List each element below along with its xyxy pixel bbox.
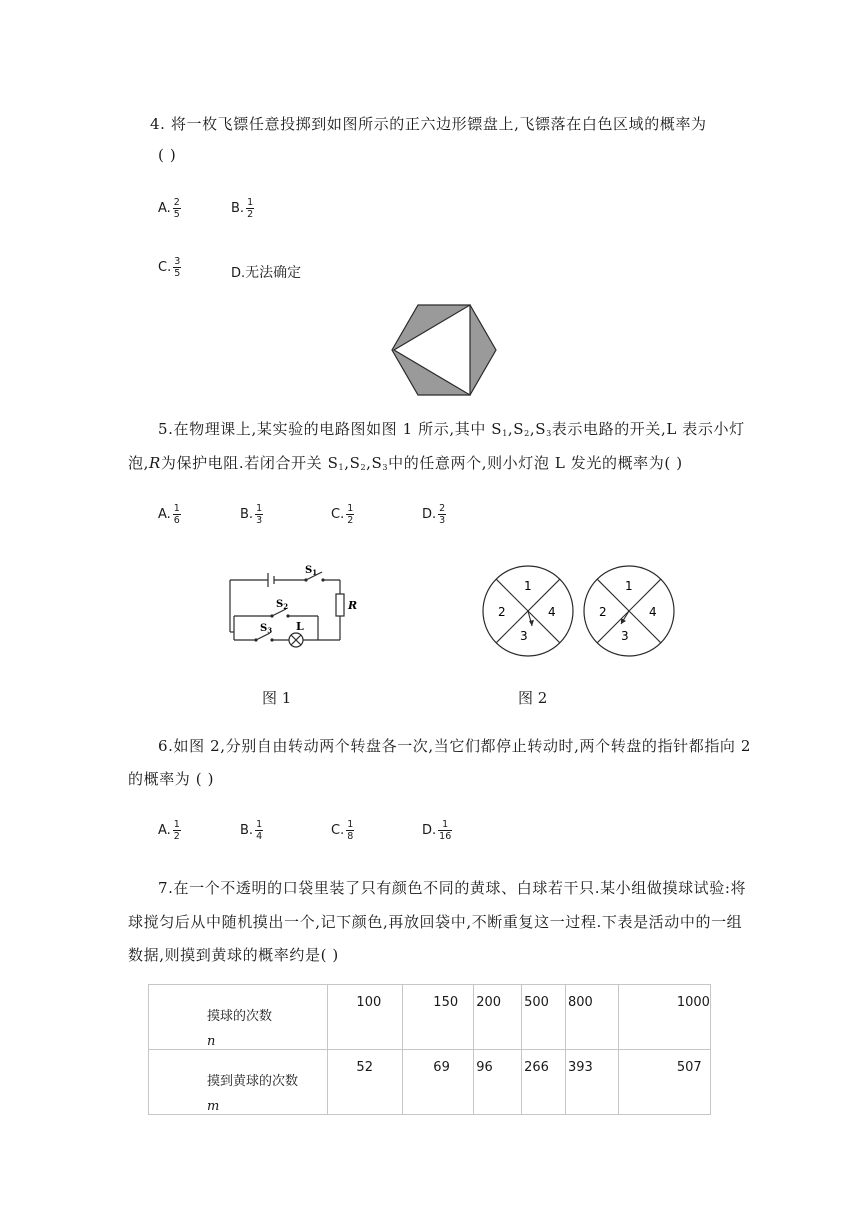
q6-option-a: A. $\frac{1}{2}$	[158, 819, 180, 842]
q5-option-c: C. $\frac{1}{2}$	[331, 503, 354, 526]
data-table	[148, 984, 711, 1115]
q6-option-b: B. $\frac{1}{4}$	[240, 819, 263, 842]
fraction: $\frac{1}{3}$	[256, 503, 263, 526]
sector-1: 1	[524, 579, 532, 593]
fraction: $\frac{1}{6}$	[173, 503, 180, 526]
option-label: D.	[231, 266, 246, 281]
resistor	[336, 594, 344, 616]
q4-option-d	[231, 262, 301, 282]
table-row	[149, 985, 711, 1050]
table-cell: 393	[566, 1050, 619, 1115]
sector-1: 1	[625, 579, 633, 593]
table-cell: 500	[522, 985, 566, 1050]
fraction: $\frac{1}{4}$	[256, 819, 263, 842]
q5-line1: 5.在物理课上,某实验的电路图如图 1 所示,其中 $S_1,S_2,S_3$表示电路的开关,L 表示小灯	[158, 420, 745, 438]
sector-3: 3	[621, 629, 629, 643]
fraction: $\frac{2}{3}$	[439, 503, 446, 526]
table-cell: 507	[618, 1050, 710, 1115]
q7-line1: 7.在一个不透明的口袋里装了只有颜色不同的黄球、白球若干只.某小组做摸球试验:将	[158, 879, 747, 897]
q5-option-d: D. $\frac{2}{3}$	[422, 503, 446, 526]
q6-line2: 的概率为 ( )	[128, 770, 215, 788]
table-cell: 800	[566, 985, 619, 1050]
label-s3: $S_3$	[260, 623, 273, 635]
q5-option-a: A. $\frac{1}{6}$	[158, 503, 180, 526]
q4-line2: ( )	[158, 146, 177, 164]
q4-option-b	[231, 197, 254, 220]
table-cell: 69	[403, 1050, 474, 1115]
table-cell: 52	[328, 1050, 403, 1115]
sector-3: 3	[520, 629, 528, 643]
fraction: $\frac{1}{16}$	[439, 819, 452, 842]
table-cell: 摸到黄球的次数 m	[149, 1050, 328, 1115]
table-cell: 266	[522, 1050, 566, 1115]
sector-2: 2	[599, 605, 607, 619]
spinner-right	[584, 566, 674, 656]
q5-option-b: B. $\frac{1}{3}$	[240, 503, 263, 526]
q5-line2: 泡,R为保护电阻.若闭合开关 $S_1,S_2,S_3$中的任意两个,则小灯泡 L 发光的概率为( )	[128, 454, 683, 472]
fraction: $\frac{2}{5}$	[173, 197, 180, 220]
sector-4: 4	[649, 605, 657, 619]
option-label: B.	[231, 201, 245, 216]
fraction: $\frac{1}{2}$	[347, 503, 354, 526]
table-cell: 150	[403, 985, 474, 1050]
q4-line1: 4. 将一枚飞镖任意投掷到如图所示的正六边形镖盘上,飞镖落在白色区域的概率为	[150, 115, 707, 133]
caption-figure-1: 图 1	[262, 689, 292, 707]
table-cell: 1000	[618, 985, 710, 1050]
fraction: $\frac{1}{8}$	[347, 819, 354, 842]
label-lamp: L	[296, 620, 304, 633]
circuit-diagram	[226, 560, 366, 656]
option-label: A.	[158, 201, 171, 216]
fraction: $\frac{1}{2}$	[247, 197, 254, 220]
table-cell: 96	[474, 1050, 522, 1115]
sector-4: 4	[548, 605, 556, 619]
spinners	[480, 564, 686, 660]
q6-line1: 6.如图 2,分别自由转动两个转盘各一次,当它们都停止转动时,两个转盘的指针都指向 2	[158, 737, 752, 755]
sector-2: 2	[498, 605, 506, 619]
hexagon-dartboard	[390, 300, 500, 400]
table-cell: 200	[474, 985, 522, 1050]
table-cell: 100	[328, 985, 403, 1050]
option-label: C.	[158, 260, 172, 275]
caption-figure-2: 图 2	[518, 689, 548, 707]
option-text: 无法确定	[245, 265, 302, 281]
label-s2: $S_2$	[276, 599, 289, 611]
q4-option-c	[158, 256, 181, 279]
q6-option-c: C. $\frac{1}{8}$	[331, 819, 354, 842]
q6-option-d: D. $\frac{1}{16}$	[422, 819, 452, 842]
spinner-left	[483, 566, 573, 656]
table-cell: 摸球的次数 n	[149, 985, 328, 1050]
label-s1: $S_1$	[305, 565, 318, 577]
table-row	[149, 1050, 711, 1115]
q4-option-a	[158, 197, 181, 220]
fraction: $\frac{1}{2}$	[173, 819, 180, 842]
q7-line3: 数据,则摸到黄球的概率约是( )	[128, 946, 339, 964]
fraction: $\frac{3}{5}$	[174, 256, 181, 279]
label-resistor: R	[348, 599, 358, 612]
q7-line2: 球搅匀后从中随机摸出一个,记下颜色,再放回袋中,不断重复这一过程.下表是活动中的一组	[128, 913, 743, 931]
